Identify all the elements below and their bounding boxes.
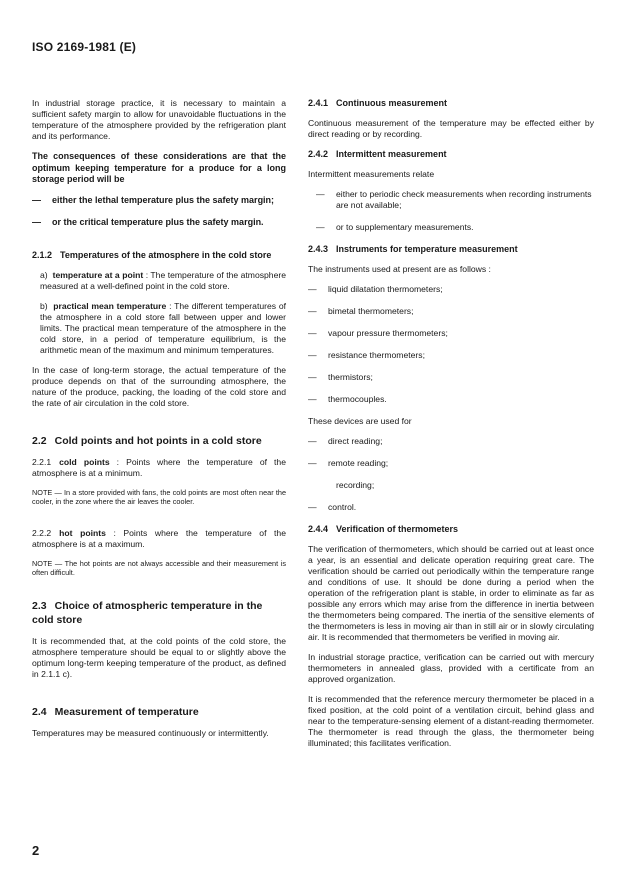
- section-number: 2.1.2: [32, 249, 53, 260]
- section-number: 2.4.3: [308, 244, 329, 254]
- dash-bullet: —: [308, 458, 317, 468]
- section-number: 2.2.1: [32, 456, 52, 467]
- paragraph: It is recommended that the reference mercury thermometer be placed in a fixed position, at the cold point of a ventilation circuit, behind glass and near to the temperature-sensing element of a distant-reading thermometer. The thermometer is read through the glass, the thermometer being illuminated; this facilitates verification.: [308, 694, 594, 748]
- definition-cold-points: [32, 457, 286, 479]
- definition-text: : Points where the temperature of the atmosphere is at a maximum.: [32, 527, 286, 549]
- list-item: [308, 394, 594, 405]
- list-item-text: either to periodic check measurements when recording instruments are not available;: [336, 189, 592, 210]
- list-item: [308, 372, 594, 383]
- term: hot points: [59, 527, 106, 538]
- page-number: 2: [32, 843, 40, 858]
- section-title: Verification of thermometers: [336, 524, 459, 534]
- section-title: Choice of atmospheric temperature in the cold store: [32, 599, 263, 626]
- section-heading-2-4-2: [308, 149, 594, 160]
- dash-bullet: —: [316, 189, 325, 199]
- list-item: [308, 436, 594, 447]
- list-item-text: recording;: [336, 480, 375, 490]
- term: practical mean temperature: [53, 300, 167, 311]
- list-item-text: liquid dilatation thermometers;: [328, 284, 443, 294]
- section-heading-2-2: [32, 434, 286, 448]
- list-item-text: resistance thermometers;: [328, 350, 425, 360]
- section-number: 2.4.1: [308, 98, 329, 108]
- list-item: [308, 350, 594, 361]
- list-item-text: direct reading;: [328, 436, 383, 446]
- note: NOTE — The hot points are not always accessible and their measurement is often difficult.: [32, 558, 286, 577]
- dash-bullet: —: [308, 328, 317, 338]
- list-item-text: thermocouples.: [328, 394, 387, 404]
- document-header: ISO 2169-1981 (E): [32, 40, 137, 54]
- section-heading-2-4-4: [308, 524, 594, 535]
- section-number: 2.4.2: [308, 149, 329, 159]
- list-item-text: or to supplementary measurements.: [336, 222, 474, 232]
- term: temperature at a point: [52, 269, 144, 280]
- dash-bullet: —: [308, 284, 317, 294]
- list-item-text: either the lethal temperature plus the safety margin;: [52, 194, 275, 205]
- section-heading-2-4-3: [308, 244, 594, 255]
- section-title: Cold points and hot points in a cold store: [54, 434, 262, 447]
- paragraph: The verification of thermometers, which should be carried out at least once a year, is an essential and delicate operation requiring great care. The verification should be carried out periodically within the temperature range and conditions of use. It should be done during a period when the operation of the refrigeration plant is stable, in order to eliminate as far as possible any errors which may arise from the difference in inertia between the thermometers being compared. The inertia of the sensitive elements of the thermometers is less in moving air than in still air or in slowly circulating air. It is recommended that thermometers be verified in moving air.: [308, 544, 594, 642]
- dash-bullet: —: [308, 502, 317, 512]
- list-item: [308, 189, 594, 211]
- paragraph: In industrial storage practice, it is necessary to maintain a sufficient safety margin to allow for unavoidable fluctuations in the temperature of the atmosphere provided by the refrigeration plant and its performance.: [32, 98, 286, 141]
- section-heading-2-4: [32, 705, 286, 719]
- dash-bullet: —: [32, 194, 41, 205]
- list-item-text: vapour pressure thermometers;: [328, 328, 448, 338]
- section-title: Measurement of temperature: [54, 705, 199, 718]
- list-item: [308, 284, 594, 295]
- item-label: b): [40, 300, 48, 311]
- paragraph: In industrial storage practice, verification can be carried out with mercury thermometers in annealed glass, provided with a certificate from an approved organization.: [308, 652, 594, 684]
- list-item: [308, 306, 594, 317]
- dash-bullet: —: [308, 436, 317, 446]
- list-item-text: bimetal thermometers;: [328, 306, 414, 316]
- dash-bullet: —: [308, 350, 317, 360]
- definition-hot-points: [32, 528, 286, 550]
- section-number: 2.2: [32, 434, 47, 447]
- section-heading-2-4-1: [308, 98, 594, 109]
- paragraph: Temperatures may be measured continuously or intermittently.: [32, 727, 269, 738]
- list-item-text: remote reading;: [328, 458, 389, 468]
- list-item: [32, 217, 286, 229]
- list-item-text: thermistors;: [328, 372, 373, 382]
- section-title: Intermittent measurement: [336, 149, 447, 159]
- definition-a: [32, 270, 286, 292]
- paragraph: Intermittent measurements relate: [308, 169, 435, 179]
- item-label: a): [40, 269, 48, 280]
- note: NOTE — In a store provided with fans, the cold points are most often near the cooler, in the zone where the air leaves the cooler.: [32, 487, 286, 506]
- list-item: [32, 195, 286, 207]
- section-title: Continuous measurement: [336, 98, 448, 108]
- paragraph: It is recommended that, at the cold points of the cold store, the atmosphere temperature should be equal to or slightly above the optimum long-term keeping temperature of the product, as defined in 2.1.1 c).: [32, 635, 286, 679]
- dash-bullet: —: [308, 372, 317, 382]
- paragraph-bold: The consequences of these considerations are that the optimum keeping temperature for a produce for a long storage period will be: [32, 151, 286, 184]
- list-item: [308, 502, 594, 513]
- right-column: [308, 98, 594, 758]
- definition-text: : The temperature of the atmosphere measured at a well-defined point in the cold store.: [40, 269, 287, 291]
- dash-bullet: —: [308, 394, 317, 404]
- list-item: [308, 222, 594, 233]
- definition-b: [32, 301, 286, 356]
- section-title: Temperatures of the atmosphere in the cold store: [60, 249, 272, 260]
- list-item: [308, 328, 594, 339]
- paragraph: In the case of long-term storage, the actual temperature of the produce depends on that of the surrounding atmosphere, the nature of the produce, packing, the loading of the cold store and the rate of air circulation in the cold store.: [32, 364, 286, 408]
- list-item-text: or the critical temperature plus the safety margin.: [52, 217, 264, 227]
- left-column: [32, 98, 286, 748]
- section-heading-2-3: [32, 599, 286, 627]
- list-item-text: control.: [328, 502, 357, 512]
- definition-text: : Points where the temperature of the atmosphere is at a minimum.: [32, 456, 286, 478]
- section-number: 2.3: [32, 599, 47, 612]
- dash-bullet: —: [32, 217, 41, 227]
- paragraph: The instruments used at present are as follows :: [308, 264, 491, 274]
- dash-bullet: —: [308, 306, 317, 316]
- section-number: 2.4.4: [308, 524, 329, 534]
- list-item: [308, 458, 594, 469]
- dash-bullet: —: [316, 222, 325, 232]
- term: cold points: [59, 456, 110, 467]
- section-heading-2-1-2: [32, 250, 286, 261]
- section-title: Instruments for temperature measurement: [336, 244, 518, 254]
- section-number: 2.4: [32, 705, 47, 718]
- paragraph: These devices are used for: [308, 416, 412, 426]
- section-number: 2.2.2: [32, 527, 52, 538]
- definition-text: : The different temperatures of the atmosphere in a cold store fall between upper and lower limits. The practical mean temperature of the atmosphere in the cold store, in a period of temperature equilibrium, is the arithmetic mean of the maximum and minimum temperatures.: [40, 300, 287, 355]
- paragraph: Continuous measurement of the temperature may be effected either by direct reading or by recording.: [308, 118, 594, 139]
